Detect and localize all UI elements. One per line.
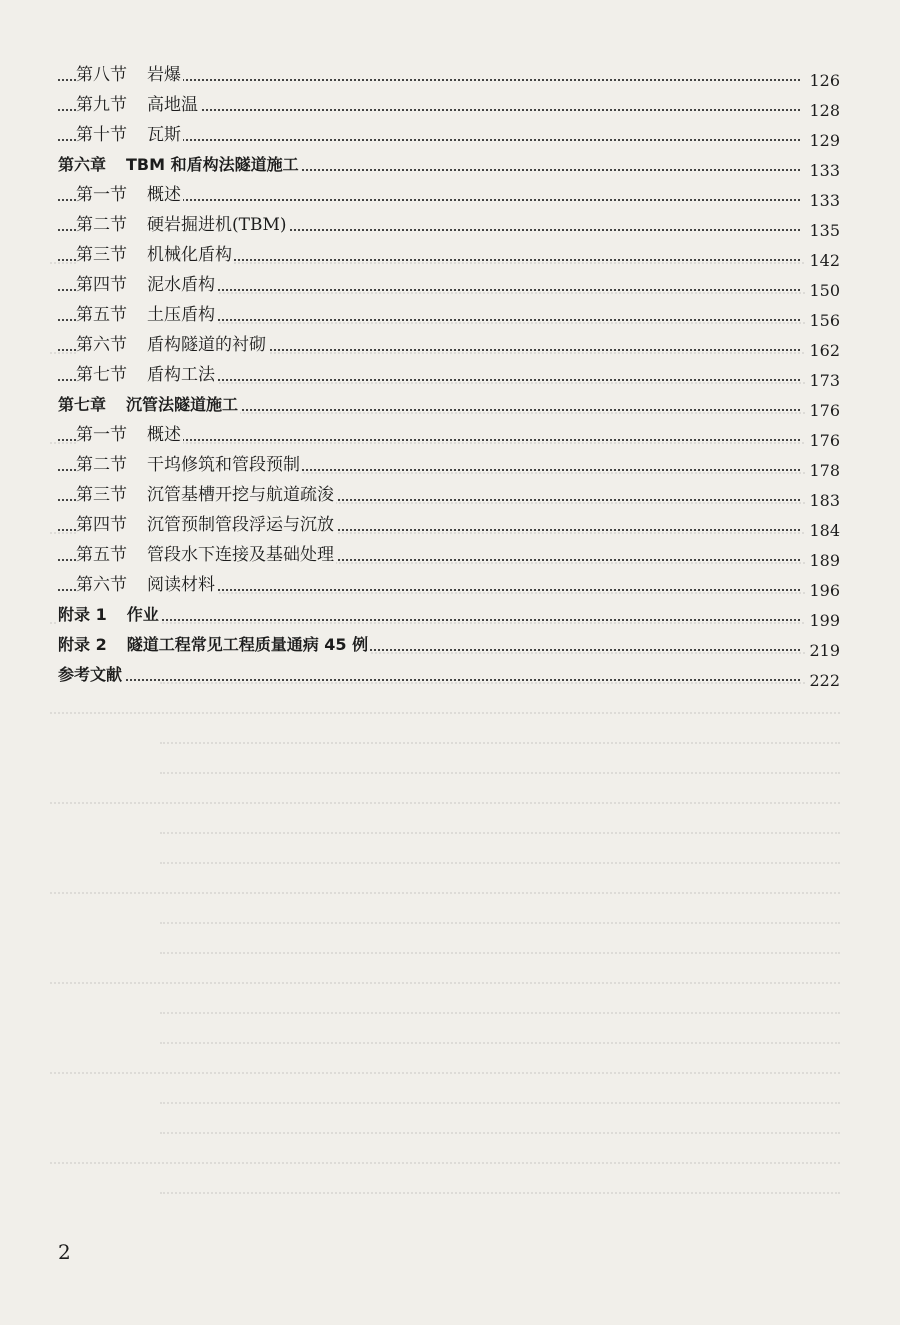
toc-entry-label bbox=[58, 150, 301, 180]
dot-leader bbox=[58, 619, 800, 621]
toc-entry-number: 附录 2 bbox=[58, 635, 107, 654]
toc-entry bbox=[58, 510, 840, 540]
toc-entry-page: 135 bbox=[806, 216, 840, 246]
toc-entry bbox=[58, 360, 840, 390]
toc-entry-title: 管段水下连接及基础处理 bbox=[147, 545, 334, 565]
toc-entry-number: 第五节 bbox=[76, 545, 127, 565]
toc-entry-title: 概述 bbox=[147, 185, 181, 205]
toc-entry-label bbox=[76, 180, 183, 210]
toc-entry-label bbox=[76, 120, 183, 150]
toc-entry-label bbox=[76, 540, 336, 570]
toc-entry bbox=[58, 270, 840, 300]
toc-entry-label bbox=[58, 600, 161, 630]
toc-entry bbox=[58, 570, 840, 600]
toc-entry-number: 第六章 bbox=[58, 155, 107, 174]
toc-entry-label bbox=[76, 480, 336, 510]
toc-entry-label bbox=[58, 390, 240, 420]
toc-entry bbox=[58, 210, 840, 240]
toc-entry-page: 173 bbox=[806, 366, 840, 396]
show-through-line bbox=[160, 1042, 840, 1044]
toc-entry-page: 183 bbox=[806, 486, 840, 516]
toc-entry-number: 第一节 bbox=[76, 185, 127, 205]
toc-entry-page: 150 bbox=[806, 276, 840, 306]
toc-entry bbox=[58, 450, 840, 480]
toc-entry-title: 岩爆 bbox=[147, 65, 181, 85]
toc-entry-title: 概述 bbox=[147, 425, 181, 445]
toc-entry bbox=[58, 630, 840, 660]
dot-leader bbox=[58, 679, 800, 681]
toc-entry-title: 高地温 bbox=[147, 95, 198, 115]
show-through-line bbox=[160, 832, 840, 834]
toc-entry-page: 189 bbox=[806, 546, 840, 576]
toc-entry-page: 222 bbox=[806, 666, 840, 696]
toc-entry-number: 第二节 bbox=[76, 215, 127, 235]
toc-entry bbox=[58, 150, 840, 180]
toc-entry-page: 142 bbox=[806, 246, 840, 276]
toc-entry bbox=[58, 120, 840, 150]
toc-entry-label bbox=[76, 570, 217, 600]
toc-entry-label bbox=[76, 60, 183, 90]
toc-entry-page: 133 bbox=[806, 156, 840, 186]
table-of-contents bbox=[58, 60, 840, 690]
toc-entry bbox=[58, 330, 840, 360]
toc-entry-label bbox=[58, 660, 124, 690]
toc-entry-title: 隧道工程常见工程质量通病 45 例 bbox=[126, 635, 369, 654]
toc-entry-title: 干坞修筑和管段预制 bbox=[147, 455, 300, 475]
toc-entry-page: 156 bbox=[806, 306, 840, 336]
toc-entry-page: 162 bbox=[806, 336, 840, 366]
toc-entry-number: 第十节 bbox=[76, 125, 127, 145]
toc-entry-title: 机械化盾构 bbox=[147, 245, 232, 265]
toc-entry-title: 泥水盾构 bbox=[147, 275, 215, 295]
toc-entry-page: 199 bbox=[806, 606, 840, 636]
toc-entry-number: 第九节 bbox=[76, 95, 127, 115]
toc-entry bbox=[58, 90, 840, 120]
toc-entry bbox=[58, 180, 840, 210]
toc-entry bbox=[58, 660, 840, 690]
show-through-line bbox=[50, 982, 840, 984]
toc-entry-page: 178 bbox=[806, 456, 840, 486]
show-through-line bbox=[160, 1102, 840, 1104]
show-through-line bbox=[160, 742, 840, 744]
toc-entry bbox=[58, 60, 840, 90]
toc-entry bbox=[58, 300, 840, 330]
show-through-line bbox=[160, 772, 840, 774]
show-through-line bbox=[50, 802, 840, 804]
toc-entry-number: 第七节 bbox=[76, 365, 127, 385]
toc-entry-label bbox=[76, 90, 200, 120]
toc-entry-number: 第三节 bbox=[76, 245, 127, 265]
toc-entry-number: 第七章 bbox=[58, 395, 107, 414]
toc-entry bbox=[58, 540, 840, 570]
toc-entry-page: 184 bbox=[806, 516, 840, 546]
toc-entry-label bbox=[76, 240, 234, 270]
toc-entry-page: 126 bbox=[806, 66, 840, 96]
show-through-line bbox=[160, 1192, 840, 1194]
toc-entry-number: 第一节 bbox=[76, 425, 127, 445]
toc-entry bbox=[58, 390, 840, 420]
toc-entry-number: 第六节 bbox=[76, 575, 127, 595]
toc-entry-number: 第四节 bbox=[76, 515, 127, 535]
toc-entry-title: 沉管法隧道施工 bbox=[126, 395, 239, 414]
toc-entry bbox=[58, 420, 840, 450]
toc-entry-title: 沉管基槽开挖与航道疏浚 bbox=[147, 485, 334, 505]
toc-entry-number: 第五节 bbox=[76, 305, 127, 325]
toc-entry-title: 盾构工法 bbox=[147, 365, 215, 385]
show-through-line bbox=[50, 712, 840, 714]
toc-entry-number: 第六节 bbox=[76, 335, 127, 355]
toc-entry-number: 第三节 bbox=[76, 485, 127, 505]
toc-entry-title: 瓦斯 bbox=[147, 125, 181, 145]
toc-entry-label bbox=[76, 360, 217, 390]
toc-entry-title: 土压盾构 bbox=[147, 305, 215, 325]
show-through-line bbox=[50, 892, 840, 894]
toc-entry bbox=[58, 240, 840, 270]
show-through-line bbox=[160, 922, 840, 924]
toc-entry-label bbox=[76, 270, 217, 300]
page-number: 2 bbox=[58, 1240, 71, 1264]
toc-entry-number: 第四节 bbox=[76, 275, 127, 295]
show-through-line bbox=[50, 1072, 840, 1074]
toc-entry-number: 第八节 bbox=[76, 65, 127, 85]
toc-entry-label bbox=[76, 210, 289, 240]
toc-entry-page: 219 bbox=[806, 636, 840, 666]
toc-entry-label bbox=[58, 630, 370, 660]
toc-entry-label bbox=[76, 330, 268, 360]
show-through-line bbox=[160, 1132, 840, 1134]
toc-entry-page: 133 bbox=[806, 186, 840, 216]
toc-entry-label bbox=[76, 300, 217, 330]
toc-entry-title: 作业 bbox=[126, 605, 159, 624]
toc-entry-title: 盾构隧道的衬砌 bbox=[147, 335, 266, 355]
toc-entry-title: 参考文献 bbox=[58, 665, 123, 684]
toc-entry bbox=[58, 480, 840, 510]
toc-entry-title: 硬岩掘进机(TBM) bbox=[147, 215, 287, 235]
toc-entry-page: 129 bbox=[806, 126, 840, 156]
toc-entry-label bbox=[76, 420, 183, 450]
show-through-line bbox=[160, 862, 840, 864]
show-through-line bbox=[160, 952, 840, 954]
toc-entry-number: 附录 1 bbox=[58, 605, 107, 624]
toc-entry-label bbox=[76, 450, 302, 480]
toc-entry-title: TBM 和盾构法隧道施工 bbox=[126, 155, 299, 174]
toc-entry-page: 176 bbox=[806, 396, 840, 426]
toc-entry-label bbox=[76, 510, 336, 540]
toc-entry-page: 196 bbox=[806, 576, 840, 606]
toc-entry bbox=[58, 600, 840, 630]
toc-entry-page: 176 bbox=[806, 426, 840, 456]
show-through-line bbox=[160, 1012, 840, 1014]
toc-entry-title: 沉管预制管段浮运与沉放 bbox=[147, 515, 334, 535]
toc-entry-title: 阅读材料 bbox=[147, 575, 215, 595]
toc-entry-number: 第二节 bbox=[76, 455, 127, 475]
toc-entry-page: 128 bbox=[806, 96, 840, 126]
show-through-line bbox=[50, 1162, 840, 1164]
